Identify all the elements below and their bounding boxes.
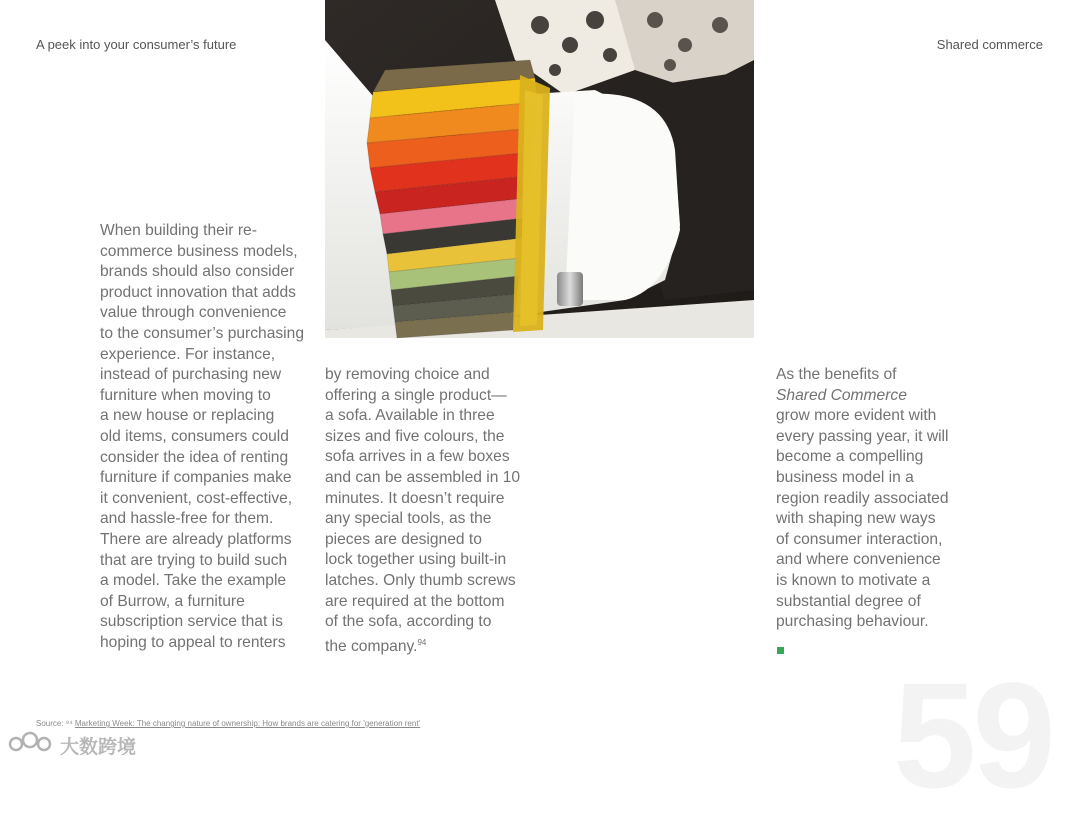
column-3-paragraph — [776, 365, 966, 633]
header-section-label: Shared commerce — [936, 37, 1043, 52]
watermark-logo-icon — [8, 730, 52, 761]
body-column-1 — [100, 221, 315, 653]
footnote-reference: 94 — [417, 637, 427, 647]
page-number: 59 — [893, 651, 1052, 819]
column-1-paragraph: When building their re- commerce business models, brands should also consider product innovation that adds value through convenience to the consumer’s purchasing experience. For instance, instead of purchasing new furniture when moving to a new house or replacing old items, consumers could consider the idea of renting furniture if companies make it convenient, cost-effective, and hassle-free for them. There are already platforms that are trying to build such a model. Take the example of Burrow, a furniture subscription service that is hoping to appeal to renters — [100, 222, 304, 651]
source-link[interactable]: Marketing Week: The changing nature of ownership: How brands are catering for 'generation rent' — [74, 719, 421, 728]
accent-square — [777, 647, 784, 654]
watermark — [8, 730, 136, 761]
column-3-emphasis: Shared Commerce — [776, 386, 907, 404]
body-column-3 — [776, 365, 966, 633]
header-title: A peek into your consumer’s future — [36, 37, 237, 52]
column-2-paragraph — [325, 365, 525, 657]
watermark-text: 大数跨境 — [60, 737, 137, 758]
body-column-2 — [325, 365, 525, 657]
source-prefix: Source: ⁹⁴ — [36, 719, 73, 728]
source-citation — [36, 719, 420, 728]
fabric-swatches-sofa-photo — [325, 0, 754, 338]
column-3-intro: As the benefits of — [776, 366, 897, 383]
column-2-text: by removing choice and offering a single product— a sofa. Available in three sizes and five colours, the sofa arrives in a few boxes and can be assembled in 10 minutes. It doesn’t require any special tools, as the pieces are designed to lock together using built-in latches. Only thumb screws are required at the bottom of the sofa, according to the company. — [325, 366, 521, 655]
column-3-body: grow more evident with every passing year, it will become a compelling business model in a region readily associated with shaping new ways of consumer interaction, and where convenience is known to motivate a substantial degree of purchasing behaviour. — [776, 407, 949, 631]
